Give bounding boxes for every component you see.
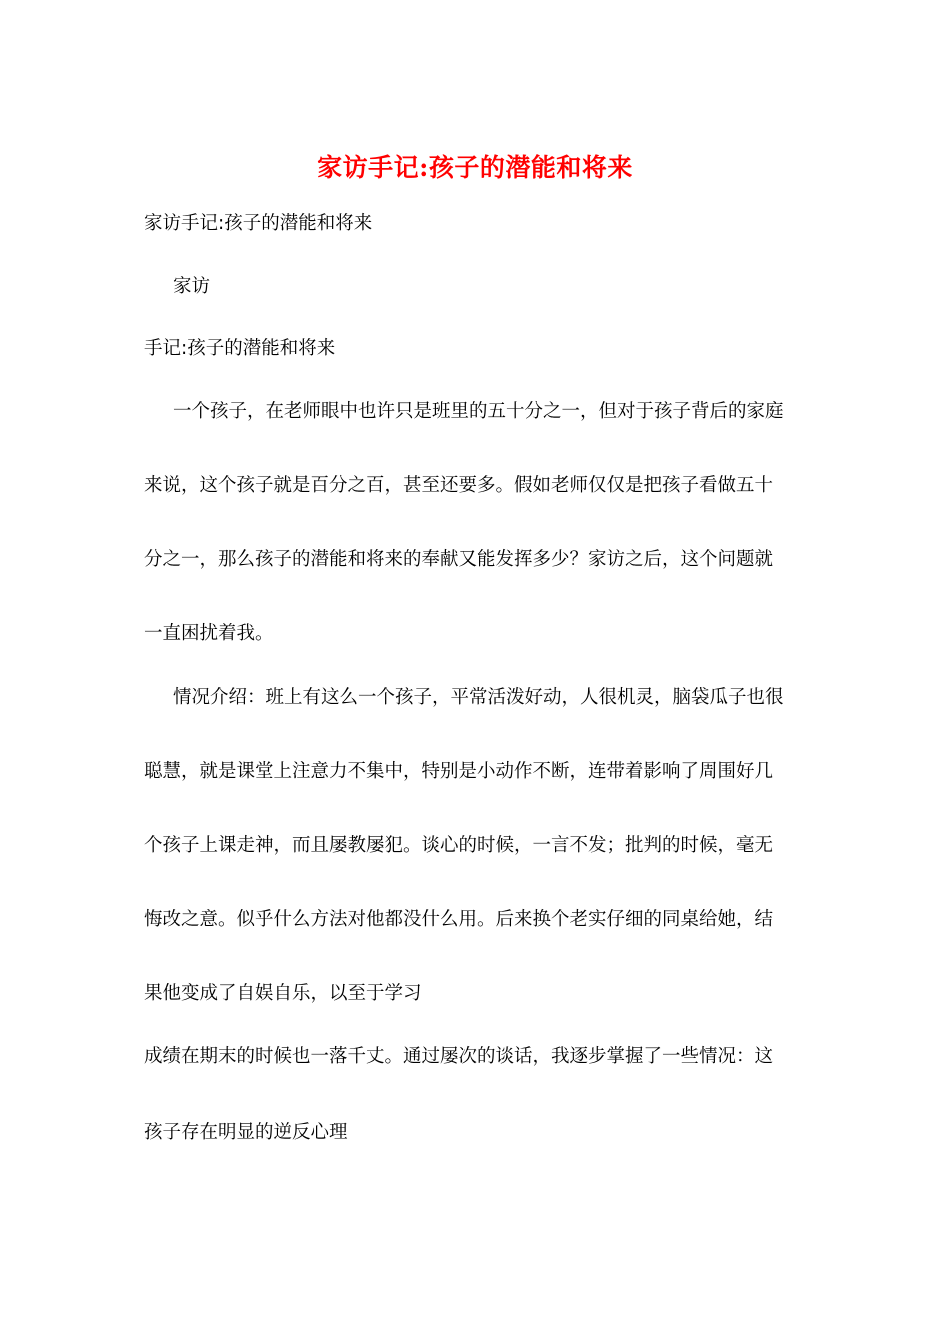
- subtitle-line: 家访手记:孩子的潜能和将来: [144, 213, 373, 234]
- paragraph-2-line-3: 个孩子上课走神，而且屡教屡犯。谈心的时候，一言不发；批判的时候，毫无: [144, 835, 774, 856]
- paragraph-2-line-4: 悔改之意。似乎什么方法对他都没什么用。后来换个老实仔细的同桌给她，结: [144, 909, 774, 930]
- paragraph-2-line-2: 聪慧，就是课堂上注意力不集中，特别是小动作不断，连带着影响了周围好几: [144, 761, 774, 782]
- paragraph-2-line-5: 果他变成了自娱自乐，以至于学习: [144, 983, 422, 1004]
- paragraph-3-line-2: 孩子存在明显的逆反心理: [144, 1122, 348, 1143]
- paragraph-2-line-1: 情况介绍：班上有这么一个孩子，平常活泼好动，人很机灵，脑袋瓜子也很: [173, 687, 784, 708]
- paragraph-3-line-1: 成绩在期末的时候也一落千丈。通过屡次的谈话，我逐步掌握了一些情况：这: [144, 1046, 774, 1067]
- paragraph-1-line-2: 来说，这个孩子就是百分之百，甚至还要多。假如老师仅仅是把孩子看做五十: [144, 475, 774, 496]
- paragraph-1-line-1: 一个孩子，在老师眼中也许只是班里的五十分之一，但对于孩子背后的家庭: [173, 401, 784, 422]
- document-title: 家访手记:孩子的潜能和将来: [317, 153, 633, 182]
- paragraph-1-line-3: 分之一，那么孩子的潜能和将来的奉献又能发挥多少？家访之后，这个问题就: [144, 549, 774, 570]
- heading-line-jiafang: 家访: [173, 276, 211, 297]
- heading-line-shouji: 手记:孩子的潜能和将来: [144, 338, 336, 359]
- paragraph-1-line-4: 一直困扰着我。: [144, 623, 274, 644]
